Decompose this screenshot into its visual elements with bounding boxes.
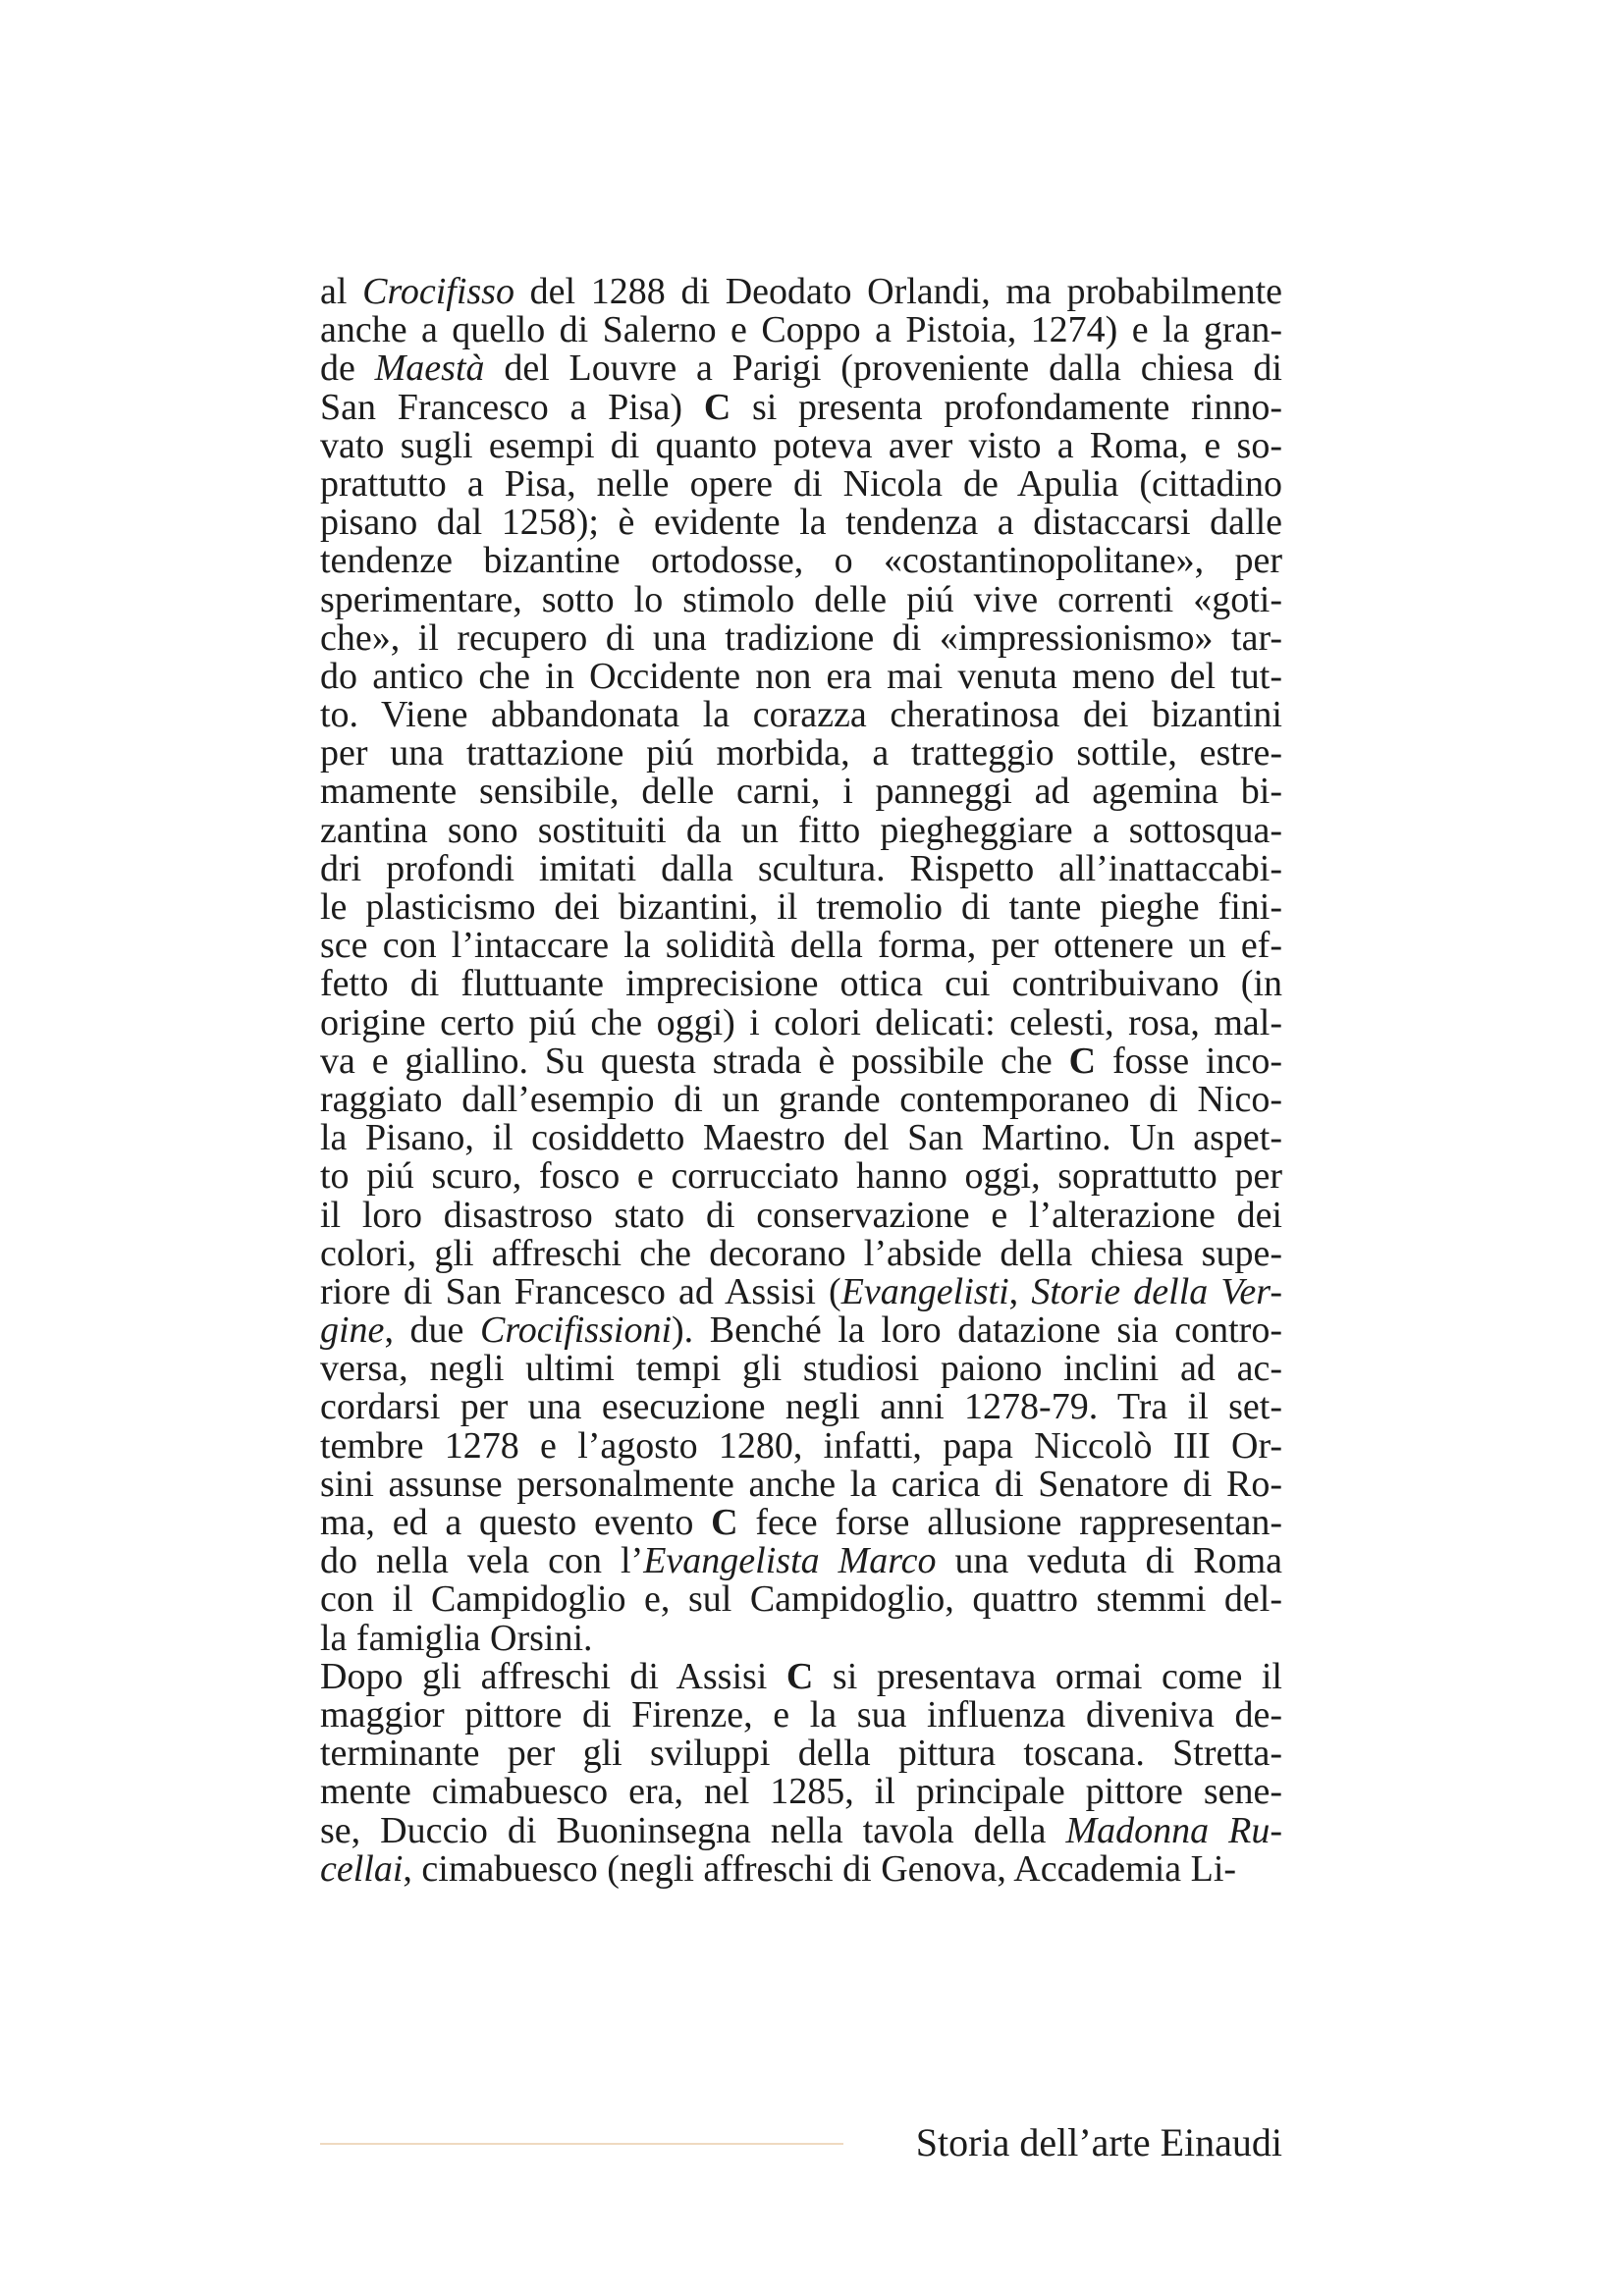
text-line: fetto di fluttuante imprecisione ottica cui contribuivano (in [320, 963, 1282, 1005]
text-line: raggiato dall’esempio di un grande contemporaneo di Nico- [320, 1078, 1282, 1120]
text-line: zantina sono sostituiti da un fitto piegheggiare a sottosqua- [320, 809, 1282, 851]
bold-initial: C [785, 1655, 814, 1697]
body-text [320, 273, 1282, 1889]
text-line: cordarsi per una esecuzione negli anni 1278-79. Tra il set- [320, 1386, 1282, 1428]
text-line: le plasticismo dei bizantini, il tremolio di tante pieghe fini- [320, 886, 1282, 928]
text-line: sce con l’intaccare la solidità della forma, per ottenere un ef- [320, 925, 1282, 967]
text-line: sini assunse personalmente anche la carica di Senatore di Ro- [320, 1463, 1282, 1505]
text-line: per una trattazione piú morbida, a tratteggio sottile, estre- [320, 732, 1282, 774]
text-line: cellai, cimabuesco (negli affreschi di Genova, Accademia Li- [320, 1847, 1237, 1890]
text-line: mente cimabuesco era, nel 1285, il principale pittore sene- [320, 1771, 1282, 1813]
text-line: de Maestà del Louvre a Parigi (proveniente dalla chiesa di [320, 347, 1282, 390]
text-line: maggior pittore di Firenze, e la sua influenza diveniva de- [320, 1693, 1282, 1735]
text-line: pisano dal 1258); è evidente la tendenza a distaccarsi dalle [320, 502, 1282, 544]
bold-initial: C [711, 1502, 738, 1543]
bold-initial: C [1068, 1040, 1097, 1082]
italic-text: Madonna Ru- [1065, 1809, 1282, 1851]
text-line: sperimentare, sotto lo stimolo delle piú vive correnti «goti- [320, 578, 1282, 620]
text-line: la famiglia Orsini. [320, 1617, 593, 1659]
text-line: versa, negli ultimi tempi gli studiosi paiono inclini ad ac- [320, 1348, 1282, 1390]
text-line: colori, gli affreschi che decorano l’abside della chiesa supe- [320, 1232, 1282, 1274]
italic-text: gine [320, 1309, 385, 1352]
text-line: tendenze bizantine ortodosse, o «costantinopolitane», per [320, 540, 1282, 582]
text-line: prattutto a Pisa, nelle opere di Nicola de Apulia (cittadino [320, 462, 1282, 505]
text-line: to. Viene abbandonata la corazza cheratinosa dei bizantini [320, 694, 1282, 736]
text-line: la Pisano, il cosiddetto Maestro del San Martino. Un aspet- [320, 1117, 1282, 1159]
text-line: vato sugli esempi di quanto poteva aver visto a Roma, e so- [320, 424, 1282, 466]
text-line: tembre 1278 e l’agosto 1280, infatti, papa Niccolò III Or- [320, 1424, 1282, 1467]
text-line: San Francesco a Pisa) C si presenta profondamente rinno- [320, 386, 1282, 428]
text-line: do nella vela con l’Evangelista Marco una veduta di Roma [320, 1540, 1283, 1582]
text-line: do antico che in Occidente non era mai venuta meno del tut- [320, 655, 1282, 697]
text-line: se, Duccio di Buoninsegna nella tavola della Madonna Ru- [320, 1809, 1282, 1851]
text-line: terminante per gli sviluppi della pittura toscana. Stretta- [320, 1733, 1282, 1775]
italic-text: Storie della Ver- [1031, 1270, 1282, 1312]
text-line: con il Campidoglio e, sul Campidoglio, quattro stemmi del- [320, 1578, 1282, 1621]
text-line: Dopo gli affreschi di Assisi C si presentava ormai come il [320, 1655, 1282, 1697]
text-line: va e giallino. Su questa strada è possibile che C fosse inco- [320, 1040, 1282, 1082]
text-line: il loro disastroso stato di conservazione e l’alterazione dei [320, 1194, 1282, 1236]
text-line: che», il recupero di una tradizione di «impressionismo» tar- [320, 616, 1282, 659]
text-line: anche a quello di Salerno e Coppo a Pistoia, 1274) e la gran- [320, 309, 1282, 351]
text-line: gine, due Crocifissioni). Benché la loro datazione sia contro- [320, 1309, 1282, 1352]
italic-text: Crocifisso [362, 271, 514, 312]
text-line: ma, ed a questo evento C fece forse allusione rappresentan- [320, 1502, 1282, 1543]
italic-text: Evangelista Marco [643, 1540, 937, 1582]
footer-title: Storia dell’arte Einaudi [915, 2120, 1282, 2164]
italic-text: Crocifissioni [480, 1309, 673, 1352]
italic-text: Maestà [374, 347, 485, 390]
text-line: riore di San Francesco ad Assisi (Evangelisti, Storie della Ver- [320, 1270, 1282, 1312]
text-line: al Crocifisso del 1288 di Deodato Orlandi, ma probabilmente [320, 271, 1282, 312]
footer-rule [320, 2143, 843, 2145]
text-line: dri profondi imitati dalla scultura. Rispetto all’inattaccabi- [320, 847, 1282, 889]
text-line: origine certo piú che oggi) i colori delicati: celesti, rosa, mal- [320, 1001, 1282, 1043]
italic-text: Evangelisti [840, 1270, 1009, 1312]
text-line: to piú scuro, fosco e corrucciato hanno oggi, soprattutto per [320, 1155, 1282, 1198]
italic-text: cellai [320, 1847, 404, 1890]
text-line: mamente sensibile, delle carni, i panneggi ad agemina bi- [320, 771, 1282, 813]
bold-initial: C [703, 386, 731, 428]
